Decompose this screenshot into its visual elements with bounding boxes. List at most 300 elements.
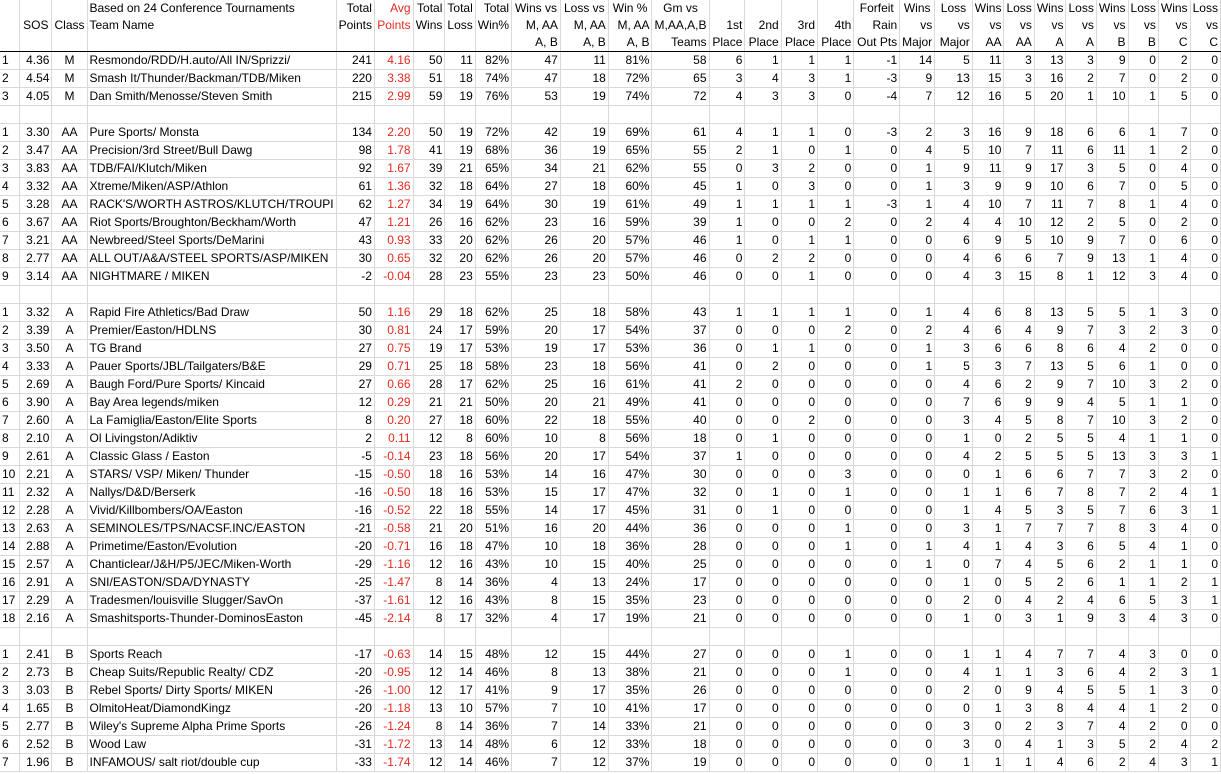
data-cell[interactable]: 4.54 (20, 70, 52, 88)
data-cell[interactable]: 11 (972, 52, 1004, 70)
empty-cell[interactable] (935, 286, 973, 304)
data-cell[interactable]: 5 (0, 718, 20, 736)
data-cell[interactable]: 3 (935, 736, 973, 754)
data-cell[interactable]: 12 (413, 556, 445, 574)
data-cell[interactable]: -26 (336, 718, 374, 736)
data-cell[interactable]: 31 (652, 502, 709, 520)
data-cell[interactable]: 2.16 (20, 610, 52, 628)
data-cell[interactable]: 20 (560, 520, 608, 538)
data-cell[interactable]: 1 (1128, 358, 1158, 376)
header-cell[interactable] (20, 0, 52, 17)
data-cell[interactable]: 0 (1190, 466, 1220, 484)
data-cell[interactable]: 0 (900, 394, 935, 412)
data-cell[interactable]: 1 (1190, 754, 1220, 772)
data-cell[interactable]: 1 (900, 556, 935, 574)
data-cell[interactable]: 1 (1128, 556, 1158, 574)
data-cell[interactable]: 12 (560, 736, 608, 754)
data-cell[interactable]: 0 (709, 250, 745, 268)
data-cell[interactable]: 0 (745, 466, 781, 484)
data-cell[interactable]: 8 (0, 250, 20, 268)
data-cell[interactable]: 0 (900, 484, 935, 502)
data-cell[interactable]: 2.88 (20, 538, 52, 556)
team-name-cell[interactable]: Smashitsports-Thunder-DominosEaston (87, 610, 336, 628)
data-cell[interactable]: 0 (709, 538, 745, 556)
data-cell[interactable]: 2.73 (20, 664, 52, 682)
data-cell[interactable]: 14 (512, 502, 561, 520)
data-cell[interactable]: 0 (781, 466, 817, 484)
data-cell[interactable]: 1 (1004, 664, 1034, 682)
data-cell[interactable]: 0 (1190, 124, 1220, 142)
data-cell[interactable]: 29 (336, 358, 374, 376)
header-cell[interactable]: A, B (560, 34, 608, 52)
data-cell[interactable]: 0 (781, 520, 817, 538)
data-cell[interactable]: -3 (854, 70, 900, 88)
empty-cell[interactable] (972, 106, 1004, 124)
data-cell[interactable]: 1 (935, 646, 973, 664)
data-cell[interactable]: 0 (1190, 322, 1220, 340)
data-cell[interactable]: -3 (854, 196, 900, 214)
data-cell[interactable]: 10 (1034, 178, 1066, 196)
data-cell[interactable]: 1 (1128, 304, 1158, 322)
data-cell[interactable]: 92 (336, 160, 374, 178)
data-cell[interactable]: 0 (972, 736, 1004, 754)
header-cell[interactable]: SOS (20, 17, 52, 34)
data-cell[interactable]: 1 (1066, 88, 1096, 106)
data-cell[interactable]: 0.11 (374, 430, 413, 448)
data-cell[interactable]: 36% (608, 538, 652, 556)
data-cell[interactable]: 8 (512, 592, 561, 610)
data-cell[interactable]: 17 (652, 700, 709, 718)
data-cell[interactable]: 0 (854, 610, 900, 628)
empty-cell[interactable] (1066, 628, 1096, 646)
data-cell[interactable]: 1.27 (374, 196, 413, 214)
data-cell[interactable]: 1.21 (374, 214, 413, 232)
data-cell[interactable]: 6 (1066, 574, 1096, 592)
data-cell[interactable]: 2 (1128, 718, 1158, 736)
data-cell[interactable]: 4 (935, 268, 973, 286)
empty-cell[interactable] (336, 286, 374, 304)
data-cell[interactable]: 8 (1066, 484, 1096, 502)
data-cell[interactable]: 0 (854, 574, 900, 592)
data-cell[interactable]: 0 (854, 430, 900, 448)
data-cell[interactable]: 17 (445, 610, 475, 628)
data-cell[interactable]: 3 (1158, 682, 1190, 700)
data-cell[interactable]: 0 (900, 376, 935, 394)
header-cell[interactable]: B (1128, 34, 1158, 52)
data-cell[interactable]: 9 (1096, 52, 1128, 70)
data-cell[interactable]: 62% (475, 232, 511, 250)
data-cell[interactable]: B (52, 682, 87, 700)
data-cell[interactable]: 1 (709, 178, 745, 196)
header-cell[interactable]: vs (900, 17, 935, 34)
data-cell[interactable]: 10 (1096, 88, 1128, 106)
empty-cell[interactable] (1034, 628, 1066, 646)
data-cell[interactable]: 1.36 (374, 178, 413, 196)
data-cell[interactable]: 0 (781, 754, 817, 772)
data-cell[interactable]: -0.14 (374, 448, 413, 466)
data-cell[interactable]: 44% (608, 646, 652, 664)
header-cell[interactable]: AA (1004, 34, 1034, 52)
data-cell[interactable]: 6 (1128, 502, 1158, 520)
data-cell[interactable]: 3 (935, 340, 973, 358)
data-cell[interactable]: 49 (652, 196, 709, 214)
data-cell[interactable]: 1 (935, 502, 973, 520)
data-cell[interactable]: 0 (781, 376, 817, 394)
data-cell[interactable]: 6 (1066, 538, 1096, 556)
data-cell[interactable]: 2.29 (20, 592, 52, 610)
data-cell[interactable]: 4 (1004, 646, 1034, 664)
data-cell[interactable]: 53% (475, 484, 511, 502)
header-cell[interactable]: vs (1096, 17, 1128, 34)
data-cell[interactable]: 6 (1066, 556, 1096, 574)
data-cell[interactable]: 0 (854, 214, 900, 232)
data-cell[interactable]: 0 (781, 322, 817, 340)
team-name-cell[interactable]: Primetime/Easton/Evolution (87, 538, 336, 556)
data-cell[interactable]: 0 (900, 736, 935, 754)
data-cell[interactable]: 18 (445, 358, 475, 376)
team-name-cell[interactable]: SEMINOLES/TPS/NACSF.INC/EASTON (87, 520, 336, 538)
data-cell[interactable]: 2 (781, 160, 817, 178)
data-cell[interactable]: 21 (560, 394, 608, 412)
data-cell[interactable]: 3.30 (20, 124, 52, 142)
data-cell[interactable]: 0 (854, 718, 900, 736)
data-cell[interactable]: 0 (900, 574, 935, 592)
data-cell[interactable]: A (52, 502, 87, 520)
data-cell[interactable]: 11 (445, 52, 475, 70)
data-cell[interactable]: 0 (1190, 88, 1220, 106)
data-cell[interactable]: 20 (1034, 88, 1066, 106)
data-cell[interactable]: 3 (1066, 736, 1096, 754)
data-cell[interactable]: 0 (781, 358, 817, 376)
data-cell[interactable]: 0 (709, 556, 745, 574)
data-cell[interactable]: 3 (1004, 70, 1034, 88)
data-cell[interactable]: 15 (972, 70, 1004, 88)
data-cell[interactable]: 27 (652, 646, 709, 664)
team-name-cell[interactable]: Cheap Suits/Republic Realty/ CDZ (87, 664, 336, 682)
header-cell[interactable]: Loss (1190, 0, 1220, 17)
data-cell[interactable]: 0 (745, 394, 781, 412)
data-cell[interactable]: 4 (0, 178, 20, 196)
data-cell[interactable]: 0 (1158, 718, 1190, 736)
empty-cell[interactable] (608, 628, 652, 646)
data-cell[interactable]: 5 (1066, 430, 1096, 448)
data-cell[interactable]: 62% (475, 376, 511, 394)
header-cell[interactable]: Forfeit (854, 0, 900, 17)
data-cell[interactable]: 9 (1004, 124, 1034, 142)
empty-cell[interactable] (475, 286, 511, 304)
data-cell[interactable]: 32 (652, 484, 709, 502)
data-cell[interactable]: 3 (935, 718, 973, 736)
data-cell[interactable]: 39 (413, 160, 445, 178)
header-cell[interactable]: M,AA,A,B (652, 17, 709, 34)
data-cell[interactable]: AA (52, 196, 87, 214)
data-cell[interactable]: 18 (560, 70, 608, 88)
data-cell[interactable]: 57% (608, 232, 652, 250)
data-cell[interactable]: 3 (1128, 268, 1158, 286)
data-cell[interactable]: 5 (1096, 736, 1128, 754)
data-cell[interactable]: 0 (1128, 214, 1158, 232)
data-cell[interactable]: 14 (445, 754, 475, 772)
data-cell[interactable]: 30 (336, 250, 374, 268)
data-cell[interactable]: 9 (1034, 322, 1066, 340)
data-cell[interactable]: 5 (1004, 574, 1034, 592)
data-cell[interactable]: 2 (900, 214, 935, 232)
data-cell[interactable]: -1.47 (374, 574, 413, 592)
data-cell[interactable]: 5 (1034, 448, 1066, 466)
data-cell[interactable]: 25 (512, 304, 561, 322)
data-cell[interactable]: 0 (854, 250, 900, 268)
data-cell[interactable]: 26 (512, 232, 561, 250)
data-cell[interactable]: 0 (1190, 646, 1220, 664)
data-cell[interactable]: 25 (652, 556, 709, 574)
data-cell[interactable]: 1 (745, 196, 781, 214)
header-cell[interactable] (20, 34, 52, 52)
data-cell[interactable]: 1 (1158, 430, 1190, 448)
empty-cell[interactable] (1004, 106, 1034, 124)
data-cell[interactable]: 15 (445, 646, 475, 664)
data-cell[interactable]: M (52, 52, 87, 70)
header-cell[interactable] (336, 34, 374, 52)
data-cell[interactable]: 2 (709, 376, 745, 394)
data-cell[interactable]: 7 (0, 412, 20, 430)
data-cell[interactable]: 5 (1096, 682, 1128, 700)
data-cell[interactable]: 0 (900, 430, 935, 448)
data-cell[interactable]: 2 (1158, 142, 1190, 160)
empty-cell[interactable] (972, 628, 1004, 646)
data-cell[interactable]: 0 (900, 520, 935, 538)
data-cell[interactable]: 17 (560, 340, 608, 358)
data-cell[interactable]: 11 (1096, 142, 1128, 160)
data-cell[interactable]: 0 (1190, 718, 1220, 736)
data-cell[interactable]: 6 (972, 340, 1004, 358)
data-cell[interactable]: 14 (445, 574, 475, 592)
data-cell[interactable]: 0 (745, 682, 781, 700)
data-cell[interactable]: 32% (475, 610, 511, 628)
data-cell[interactable]: 0 (972, 430, 1004, 448)
data-cell[interactable]: 0 (745, 376, 781, 394)
data-cell[interactable]: 5 (0, 376, 20, 394)
data-cell[interactable]: 23 (560, 268, 608, 286)
empty-cell[interactable] (745, 106, 781, 124)
data-cell[interactable]: 0 (818, 88, 854, 106)
data-cell[interactable]: 3.14 (20, 268, 52, 286)
data-cell[interactable]: 98 (336, 142, 374, 160)
data-cell[interactable]: -1.74 (374, 754, 413, 772)
data-cell[interactable]: 4 (935, 448, 973, 466)
data-cell[interactable]: 10 (1004, 214, 1034, 232)
data-cell[interactable]: 4 (935, 322, 973, 340)
data-cell[interactable]: 4 (1096, 718, 1128, 736)
data-cell[interactable]: 1 (818, 70, 854, 88)
data-cell[interactable]: 2 (1158, 52, 1190, 70)
data-cell[interactable]: 0 (1190, 412, 1220, 430)
data-cell[interactable]: 8 (1096, 196, 1128, 214)
header-cell[interactable]: Wins (900, 0, 935, 17)
empty-cell[interactable] (972, 286, 1004, 304)
data-cell[interactable]: 4 (1128, 538, 1158, 556)
data-cell[interactable]: 1 (1128, 88, 1158, 106)
data-cell[interactable]: 19 (560, 88, 608, 106)
data-cell[interactable]: 0 (709, 574, 745, 592)
team-name-cell[interactable]: Xtreme/Miken/ASP/Athlon (87, 178, 336, 196)
data-cell[interactable]: 0 (854, 736, 900, 754)
data-cell[interactable]: 18 (445, 70, 475, 88)
data-cell[interactable]: 19 (445, 196, 475, 214)
data-cell[interactable]: 19 (512, 340, 561, 358)
data-cell[interactable]: 0 (781, 484, 817, 502)
data-cell[interactable]: A (52, 538, 87, 556)
team-name-cell[interactable]: La Famiglia/Easton/Elite Sports (87, 412, 336, 430)
data-cell[interactable]: 44% (608, 520, 652, 538)
data-cell[interactable]: 37 (652, 448, 709, 466)
data-cell[interactable]: 3 (781, 178, 817, 196)
header-cell[interactable]: Place (818, 34, 854, 52)
data-cell[interactable]: B (52, 736, 87, 754)
data-cell[interactable]: 10 (512, 538, 561, 556)
empty-cell[interactable] (608, 286, 652, 304)
header-cell[interactable]: A (1066, 34, 1096, 52)
data-cell[interactable]: 51 (413, 70, 445, 88)
data-cell[interactable]: 65% (475, 160, 511, 178)
header-cell[interactable]: Place (745, 34, 781, 52)
empty-cell[interactable] (1158, 286, 1190, 304)
data-cell[interactable]: 9 (0, 448, 20, 466)
data-cell[interactable]: 0 (854, 358, 900, 376)
data-cell[interactable]: 0 (854, 412, 900, 430)
empty-cell[interactable] (413, 106, 445, 124)
data-cell[interactable]: 0 (745, 268, 781, 286)
empty-cell[interactable] (52, 106, 87, 124)
data-cell[interactable]: 1 (1190, 448, 1220, 466)
data-cell[interactable]: 8 (1034, 340, 1066, 358)
data-cell[interactable]: 0 (854, 340, 900, 358)
data-cell[interactable]: 0 (854, 502, 900, 520)
data-cell[interactable]: 7 (935, 394, 973, 412)
header-cell[interactable] (709, 0, 745, 17)
team-name-cell[interactable]: ALL OUT/A&A/STEEL SPORTS/ASP/MIKEN (87, 250, 336, 268)
data-cell[interactable]: 7 (1096, 484, 1128, 502)
data-cell[interactable]: 7 (512, 718, 561, 736)
data-cell[interactable]: 0 (818, 394, 854, 412)
data-cell[interactable]: 0 (745, 592, 781, 610)
data-cell[interactable]: 0 (818, 682, 854, 700)
data-cell[interactable]: 50 (336, 304, 374, 322)
header-cell[interactable]: C (1190, 34, 1220, 52)
data-cell[interactable]: 7 (1066, 376, 1096, 394)
data-cell[interactable]: 1 (1096, 574, 1128, 592)
data-cell[interactable]: 0 (935, 700, 973, 718)
header-cell[interactable]: Class (52, 17, 87, 34)
data-cell[interactable]: -1.61 (374, 592, 413, 610)
data-cell[interactable]: 15 (560, 556, 608, 574)
data-cell[interactable]: -0.58 (374, 520, 413, 538)
data-cell[interactable]: 1 (1190, 664, 1220, 682)
data-cell[interactable]: 4 (935, 214, 973, 232)
data-cell[interactable]: 0 (854, 268, 900, 286)
header-cell[interactable]: Loss (1066, 0, 1096, 17)
data-cell[interactable]: 3 (1004, 610, 1034, 628)
data-cell[interactable]: A (52, 322, 87, 340)
data-cell[interactable]: 5 (1004, 88, 1034, 106)
team-name-cell[interactable]: Classic Glass / Easton (87, 448, 336, 466)
data-cell[interactable]: 4 (709, 124, 745, 142)
header-cell[interactable]: 4th (818, 17, 854, 34)
data-cell[interactable]: 0 (781, 502, 817, 520)
data-cell[interactable]: 3 (818, 466, 854, 484)
data-cell[interactable]: 39 (652, 214, 709, 232)
data-cell[interactable]: 0 (854, 646, 900, 664)
data-cell[interactable]: 7 (1066, 322, 1096, 340)
data-cell[interactable]: 3.33 (20, 358, 52, 376)
data-cell[interactable]: 7 (1096, 232, 1128, 250)
data-cell[interactable]: 7 (1096, 502, 1128, 520)
data-cell[interactable]: 62% (608, 160, 652, 178)
header-cell[interactable] (87, 34, 336, 52)
data-cell[interactable]: 6 (709, 52, 745, 70)
data-cell[interactable]: 72% (475, 124, 511, 142)
data-cell[interactable]: 15 (512, 484, 561, 502)
data-cell[interactable]: 1 (781, 124, 817, 142)
data-cell[interactable]: 1 (972, 664, 1004, 682)
data-cell[interactable]: -1.72 (374, 736, 413, 754)
data-cell[interactable]: 3 (1128, 466, 1158, 484)
data-cell[interactable]: 7 (1034, 250, 1066, 268)
data-cell[interactable]: 1 (1034, 736, 1066, 754)
data-cell[interactable]: 0.20 (374, 412, 413, 430)
header-cell[interactable]: M, AA (512, 17, 561, 34)
data-cell[interactable]: 0 (745, 556, 781, 574)
data-cell[interactable]: 16 (1034, 70, 1066, 88)
data-cell[interactable]: 0 (818, 610, 854, 628)
data-cell[interactable]: -29 (336, 556, 374, 574)
data-cell[interactable]: 47% (475, 538, 511, 556)
data-cell[interactable]: 0 (781, 718, 817, 736)
data-cell[interactable]: 0 (745, 520, 781, 538)
data-cell[interactable]: 0.93 (374, 232, 413, 250)
data-cell[interactable]: 15 (0, 556, 20, 574)
data-cell[interactable]: 0 (709, 412, 745, 430)
data-cell[interactable]: 3 (1128, 448, 1158, 466)
data-cell[interactable]: 4 (972, 412, 1004, 430)
data-cell[interactable]: 0 (1190, 430, 1220, 448)
data-cell[interactable]: 0 (900, 718, 935, 736)
empty-cell[interactable] (445, 286, 475, 304)
data-cell[interactable]: 6 (0, 736, 20, 754)
data-cell[interactable]: 0 (1190, 520, 1220, 538)
data-cell[interactable]: 5 (1004, 232, 1034, 250)
data-cell[interactable]: 62 (336, 196, 374, 214)
data-cell[interactable]: A (52, 592, 87, 610)
team-name-cell[interactable]: Premier/Easton/HDLNS (87, 322, 336, 340)
data-cell[interactable]: 16 (445, 592, 475, 610)
team-name-cell[interactable]: INFAMOUS/ salt riot/double cup (87, 754, 336, 772)
data-cell[interactable]: 6 (1066, 754, 1096, 772)
team-name-cell[interactable]: Wiley's Supreme Alpha Prime Sports (87, 718, 336, 736)
data-cell[interactable]: 2 (745, 250, 781, 268)
data-cell[interactable]: 28 (413, 376, 445, 394)
header-cell[interactable]: vs (1004, 17, 1034, 34)
data-cell[interactable]: 30 (652, 466, 709, 484)
data-cell[interactable]: 0 (818, 178, 854, 196)
header-cell[interactable]: C (1158, 34, 1190, 52)
data-cell[interactable]: 17 (445, 376, 475, 394)
data-cell[interactable]: -1.18 (374, 700, 413, 718)
empty-cell[interactable] (709, 106, 745, 124)
data-cell[interactable]: 0 (1190, 178, 1220, 196)
data-cell[interactable]: 0 (818, 700, 854, 718)
data-cell[interactable]: 3.39 (20, 322, 52, 340)
data-cell[interactable]: 9 (1066, 232, 1096, 250)
